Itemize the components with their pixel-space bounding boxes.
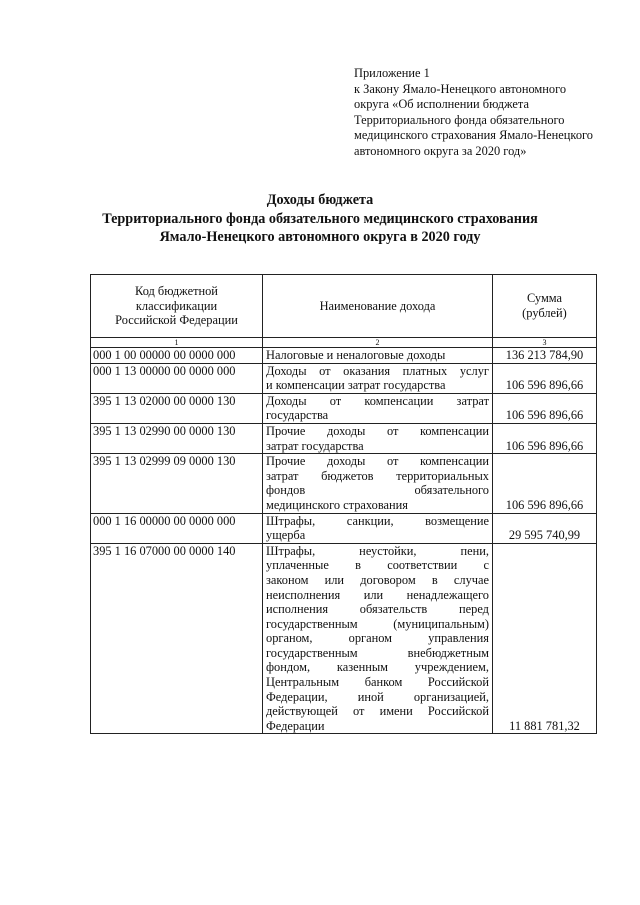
row-code: 395 1 13 02999 09 0000 130 xyxy=(91,454,263,513)
column-number: 3 xyxy=(493,338,597,348)
row-name: Прочие доходы от компенсации затрат государства xyxy=(263,423,493,453)
row-name: Прочие доходы от компенсации затрат бюджетов территориальных фондов обязательного медицинского страхования xyxy=(263,454,493,513)
document-title xyxy=(0,191,640,247)
row-name: Штрафы, санкции, возмещение ущерба xyxy=(263,513,493,543)
table-row xyxy=(91,454,597,513)
appendix-line: Приложение 1 xyxy=(354,66,430,80)
appendix-line: округа «Об исполнении бюджета xyxy=(354,97,529,112)
header-code: Код бюджетной классификации Российской Федерации xyxy=(91,275,263,338)
appendix-line: медицинского страхования Ямало-Ненецкого xyxy=(354,128,593,143)
row-code: 000 1 00 00000 00 0000 000 xyxy=(91,348,263,364)
row-code: 000 1 13 00000 00 0000 000 xyxy=(91,363,263,393)
title-line: Ямало-Ненецкого автономного округа в 2020 году xyxy=(159,229,481,245)
row-name: Доходы от оказания платных услуг и компенсации затрат государства xyxy=(263,363,493,393)
appendix-line: Территориального фонда обязательного xyxy=(354,112,565,127)
title-line: Территориального фонда обязательного медицинского страхования xyxy=(102,210,538,227)
appendix-note xyxy=(354,66,624,160)
row-sum: 136 213 784,90 xyxy=(493,348,597,364)
table-row xyxy=(91,543,597,734)
column-number-row xyxy=(91,338,597,348)
row-name: Штрафы, неустойки, пени, уплаченные в соответствии с законом или договором в случае неисполнения или ненадлежащего исполнения обязательств перед государственным (муниципальным) органом, органом управления государственным внебюджетным фондом, казенным учреждением, Центральным банком Российской Федерации, иной организацией, действующей от имени Российской Федерации xyxy=(263,543,493,734)
appendix-line: автономного округа за 2020 год» xyxy=(354,143,527,158)
row-name: Доходы от компенсации затрат государства xyxy=(263,393,493,423)
table-row xyxy=(91,393,597,423)
column-number: 2 xyxy=(263,338,493,348)
row-sum: 11 881 781,32 xyxy=(493,543,597,734)
title-line: Доходы бюджета xyxy=(266,192,374,208)
table-row xyxy=(91,423,597,453)
table-row xyxy=(91,513,597,543)
header-sum: Сумма (рублей) xyxy=(493,275,597,338)
row-name: Налоговые и неналоговые доходы xyxy=(263,348,493,364)
table-row xyxy=(91,348,597,364)
appendix-line: к Закону Ямало-Ненецкого автономного xyxy=(354,81,567,96)
row-code: 395 1 16 07000 00 0000 140 xyxy=(91,543,263,734)
row-sum: 106 596 896,66 xyxy=(493,454,597,513)
row-sum: 29 595 740,99 xyxy=(493,513,597,543)
row-code: 395 1 13 02000 00 0000 130 xyxy=(91,393,263,423)
column-number: 1 xyxy=(91,338,263,348)
row-sum: 106 596 896,66 xyxy=(493,363,597,393)
revenue-table xyxy=(90,274,597,734)
row-code: 395 1 13 02990 00 0000 130 xyxy=(91,423,263,453)
row-sum: 106 596 896,66 xyxy=(493,423,597,453)
header-name: Наименование дохода xyxy=(263,275,493,338)
table-header-row xyxy=(91,275,597,338)
row-code: 000 1 16 00000 00 0000 000 xyxy=(91,513,263,543)
table-row xyxy=(91,363,597,393)
row-sum: 106 596 896,66 xyxy=(493,393,597,423)
